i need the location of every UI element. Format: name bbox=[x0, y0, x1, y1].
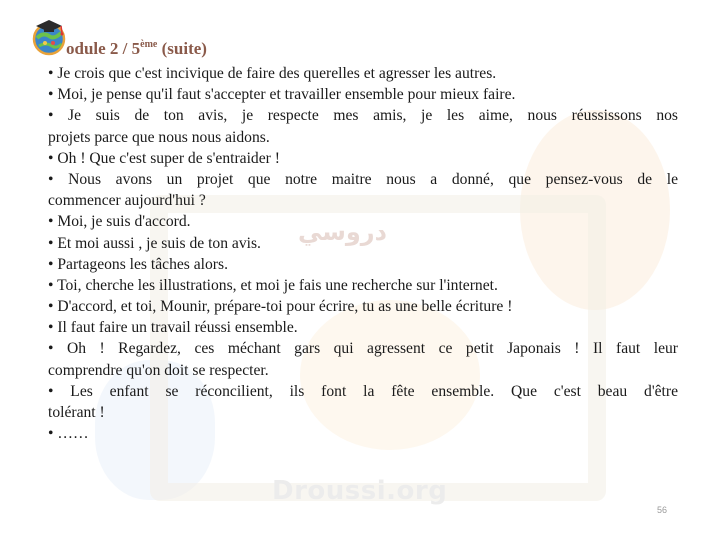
text-line: • Les enfant se réconcilient, ils font la fête ensemble. Que c'est beau d'être bbox=[48, 382, 678, 400]
text-line: • Toi, cherche les illustrations, et moi je fais une recherche sur l'internet. bbox=[48, 276, 498, 294]
text-line: • …… bbox=[48, 425, 89, 443]
text-line: projets parce que nous nous aidons. bbox=[48, 128, 270, 146]
globe-logo-icon bbox=[28, 16, 70, 58]
text-line: • Moi, je pense qu'il faut s'accepter et travailler ensemble pour mieux faire. bbox=[48, 86, 516, 104]
text-line: • Oh ! Regardez, ces méchant gars qui agressent ce petit Japonais ! Il faut leur bbox=[48, 340, 678, 358]
watermark-arabic-logo: دروسي bbox=[298, 218, 387, 246]
slide-number: 56 bbox=[657, 505, 668, 515]
text-line: • Il faut faire un travail réussi ensemble. bbox=[48, 319, 298, 337]
text-line: • Moi, je suis d'accord. bbox=[48, 213, 191, 231]
text-line: commencer aujourd'hui ? bbox=[48, 192, 206, 210]
watermark-site-name: Droussi.org bbox=[272, 476, 448, 506]
text-line: • Nous avons un projet que notre maitre nous a donné, que pensez-vous de le bbox=[48, 170, 678, 188]
text-line: • Partageons les tâches alors. bbox=[48, 255, 228, 273]
text-line: tolérant ! bbox=[48, 404, 105, 421]
text-line: • Je crois que c'est incivique de faire des querelles et agresser les autres. bbox=[48, 65, 497, 82]
text-line: • Oh ! Que c'est super de s'entraider ! bbox=[48, 149, 280, 167]
text-line: • D'accord, et toi, Mounir, prépare-toi pour écrire, tu as une belle écriture ! bbox=[48, 298, 513, 316]
page-title: odule 2 / 5ème (suite) bbox=[66, 39, 207, 58]
text-line: • Je suis de ton avis, je respecte mes amis, je les aime, nous réussissons nos bbox=[48, 107, 678, 125]
dialogue-text bbox=[48, 63, 678, 444]
text-line: • Et moi aussi , je suis de ton avis. bbox=[48, 234, 261, 252]
text-line: comprendre qu'on doit se respecter. bbox=[48, 361, 269, 379]
